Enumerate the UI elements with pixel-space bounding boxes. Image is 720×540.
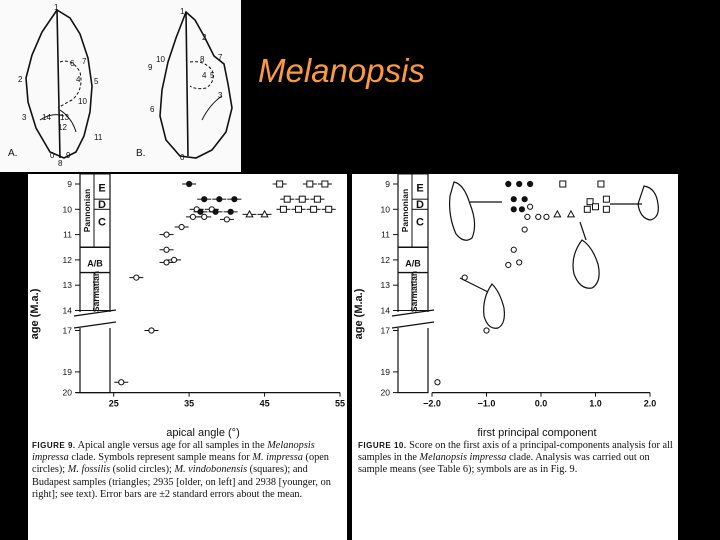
data-point-solid (519, 207, 524, 212)
caption-taxon: M. vindobonensis (174, 464, 248, 476)
x-tick-label: 25 (108, 398, 119, 409)
zone-label: A/B (87, 258, 103, 269)
data-point-open (525, 214, 530, 219)
y-tick-label: 17 (62, 325, 72, 336)
shell-icon-middle (573, 240, 599, 288)
x-tick-label: 0.0 (534, 398, 548, 409)
landmark-b-5: 5 (210, 71, 215, 80)
connector-line (460, 278, 488, 292)
data-point-open (164, 232, 169, 237)
shell-outlines (0, 0, 241, 172)
panel-b-label: B. (136, 148, 146, 159)
data-point-open (506, 262, 511, 267)
shell-icon-left (450, 182, 475, 240)
data-point-solid (198, 209, 203, 214)
data-point-square (322, 181, 328, 187)
y-tick-label: 10 (380, 204, 390, 215)
caption-text: clade. Symbols represent sample means for (71, 452, 250, 464)
landmark-b-2: 2 (202, 33, 207, 42)
zone-label: C (416, 216, 424, 229)
data-point-open (171, 257, 176, 262)
data-point-square (299, 196, 305, 202)
landmark-b-8: 8 (200, 55, 205, 64)
figure-10-plot (352, 174, 678, 444)
data-point-solid (187, 181, 192, 186)
stratigraphy-column (353, 174, 434, 398)
caption-taxon: Melanopsis impressa (419, 452, 507, 464)
y-tick-label: 14 (62, 305, 72, 316)
data-point-open (511, 247, 516, 252)
x-axis-label: apical angle (°) (166, 427, 240, 439)
shell-a-axis (57, 10, 60, 158)
y-tick-label: 11 (63, 229, 72, 240)
data-point-solid (232, 197, 237, 202)
x-tick-label: −1.0 (477, 398, 496, 409)
zone-label: C (98, 216, 106, 229)
x-tick-label: −2.0 (423, 398, 441, 409)
data-point-open (149, 328, 154, 333)
landmark-a-1: 1 (54, 3, 59, 12)
data-point-solid (522, 197, 527, 202)
x-tick-label: 1.0 (589, 398, 602, 409)
landmark-b-3: 3 (218, 91, 223, 100)
landmark-b-6: 6 (150, 105, 155, 114)
data-point-square (598, 181, 604, 187)
connector-line (580, 222, 586, 240)
data-point-square (311, 206, 317, 212)
data-point-open (179, 224, 184, 229)
caption-taxon: M. impressa (252, 452, 303, 464)
landmark-a-11: 11 (94, 133, 103, 142)
caption-text: Apical angle versus age for all samples in the (77, 440, 265, 451)
data-point-open (164, 260, 169, 265)
stage-label: Pannonian (400, 188, 410, 233)
landmark-b-9: 9 (148, 63, 153, 72)
stage-label: Sarmatian (91, 270, 101, 313)
y-tick-label: 20 (62, 387, 72, 398)
data-point-square (326, 206, 332, 212)
data-point-open (435, 380, 440, 385)
caption-label: FIGURE 10. (358, 441, 407, 450)
shell-landmark-figure (0, 0, 241, 172)
figure-10-caption (358, 440, 674, 477)
data-point-open (536, 214, 541, 219)
stage-label: Sarmatian (409, 270, 419, 313)
caption-text: clade. Analysis was carried out on sample means (see Table 6); symbols are as in Fig. 9. (358, 452, 650, 476)
landmark-a-9: 9 (66, 151, 71, 160)
caption-text: (open circles); (32, 452, 329, 476)
data-point-triangle (554, 211, 561, 217)
landmark-a-8: 8 (58, 159, 63, 168)
data-point-square (593, 204, 599, 210)
data-point-open (484, 328, 489, 333)
data-point-square (560, 181, 566, 187)
y-tick-label: 9 (67, 179, 72, 189)
panel-a-label: A. (8, 148, 18, 159)
y-tick-label: 14 (380, 305, 390, 316)
data-point-solid (213, 209, 218, 214)
data-point-square (603, 196, 609, 202)
scatter-area (423, 181, 656, 409)
landmark-b-7: 7 (218, 53, 223, 62)
landmark-a-10: 10 (78, 97, 87, 106)
figure-9 (28, 174, 347, 540)
landmark-a-6: 6 (70, 59, 75, 68)
data-point-solid (228, 209, 233, 214)
landmark-a-7: 7 (82, 57, 87, 66)
data-point-solid (217, 197, 222, 202)
data-point-square (284, 196, 290, 202)
y-tick-label: 20 (380, 387, 390, 398)
shell-b-outline (160, 12, 232, 158)
landmark-a-4: 4 (76, 75, 81, 84)
landmark-a-0: 0 (50, 151, 55, 160)
data-point-square (277, 181, 283, 187)
landmark-b-0: 0 (180, 153, 185, 162)
figure-9-plot (28, 174, 347, 444)
landmark-b-10: 10 (156, 55, 165, 64)
data-point-open (528, 204, 533, 209)
data-point-solid (506, 181, 511, 186)
x-tick-label: 45 (259, 398, 270, 409)
zone-label: D (416, 198, 424, 211)
data-point-square (280, 206, 286, 212)
data-point-square (584, 206, 590, 212)
y-tick-label: 12 (380, 254, 390, 265)
shell-icons (450, 182, 659, 328)
data-point-open (522, 227, 527, 232)
landmark-a-2: 2 (18, 75, 23, 84)
figure-9-caption (32, 440, 342, 501)
y-tick-label: 13 (62, 280, 72, 291)
caption-text: (solid circles); (112, 464, 172, 476)
shell-b-axis (186, 12, 188, 156)
data-point-solid (511, 207, 516, 212)
caption-text: (squares); and Budapest samples (triangles; 2935 [older, on left] and 2938 [younger, on right]; see text). Error bars are ±2 standard errors about the mean. (32, 464, 331, 500)
y-tick-label: 17 (380, 325, 390, 336)
caption-taxon: M. fossilis (67, 464, 111, 476)
landmark-b-1: 1 (180, 7, 185, 16)
y-axis-label: age (M.a.) (29, 288, 41, 340)
data-point-open (134, 275, 139, 280)
zone-label: D (98, 198, 106, 211)
landmark-a-5: 5 (94, 77, 99, 86)
data-point-open (164, 247, 169, 252)
data-point-open (544, 214, 549, 219)
y-tick-label: 12 (62, 254, 72, 265)
shell-icon-lower (484, 284, 505, 328)
data-point-solid (528, 181, 533, 186)
stage-label: Pannonian (82, 188, 92, 233)
caption-label: FIGURE 9. (32, 441, 76, 450)
scatter-area (76, 181, 345, 409)
data-point-open (202, 214, 207, 219)
zone-label: A/B (405, 258, 421, 269)
figure-10 (352, 174, 678, 540)
data-point-open (517, 260, 522, 265)
data-point-open (119, 380, 124, 385)
data-point-solid (511, 197, 516, 202)
x-axis-label: first principal component (477, 427, 597, 439)
y-tick-label: 10 (62, 204, 72, 215)
x-tick-label: 35 (184, 398, 195, 409)
caption-text: Score on the first axis of a principal-components analysis for all samples in the (358, 440, 673, 464)
landmark-a-13: 13 (60, 113, 69, 122)
x-tick-label: 2.0 (643, 398, 657, 409)
data-point-solid (517, 181, 522, 186)
shell-icon-right (638, 186, 658, 220)
y-tick-label: 11 (381, 229, 390, 240)
landmark-b-4: 4 (202, 71, 207, 80)
data-point-square (296, 206, 302, 212)
y-axis-label: age (M.a.) (353, 288, 365, 340)
landmark-a-14: 14 (42, 113, 51, 122)
data-point-square (307, 181, 313, 187)
landmark-a-12: 12 (58, 123, 67, 132)
y-tick-label: 19 (380, 366, 390, 377)
zone-label: E (416, 182, 424, 195)
data-point-square (314, 196, 320, 202)
data-point-solid (202, 197, 207, 202)
data-point-triangle (568, 211, 575, 217)
zone-label: E (98, 182, 106, 195)
data-point-open (224, 217, 229, 222)
landmark-a-3: 3 (22, 113, 27, 122)
data-point-square (603, 206, 609, 212)
stratigraphy-column (29, 174, 116, 398)
caption-taxon: Melanopsis impressa (32, 440, 315, 464)
x-tick-label: 55 (334, 398, 346, 409)
y-tick-label: 9 (385, 179, 390, 189)
y-tick-label: 13 (380, 280, 390, 291)
slide-title: Melanopsis (258, 52, 425, 89)
y-tick-label: 19 (62, 366, 72, 377)
data-point-open (190, 214, 195, 219)
